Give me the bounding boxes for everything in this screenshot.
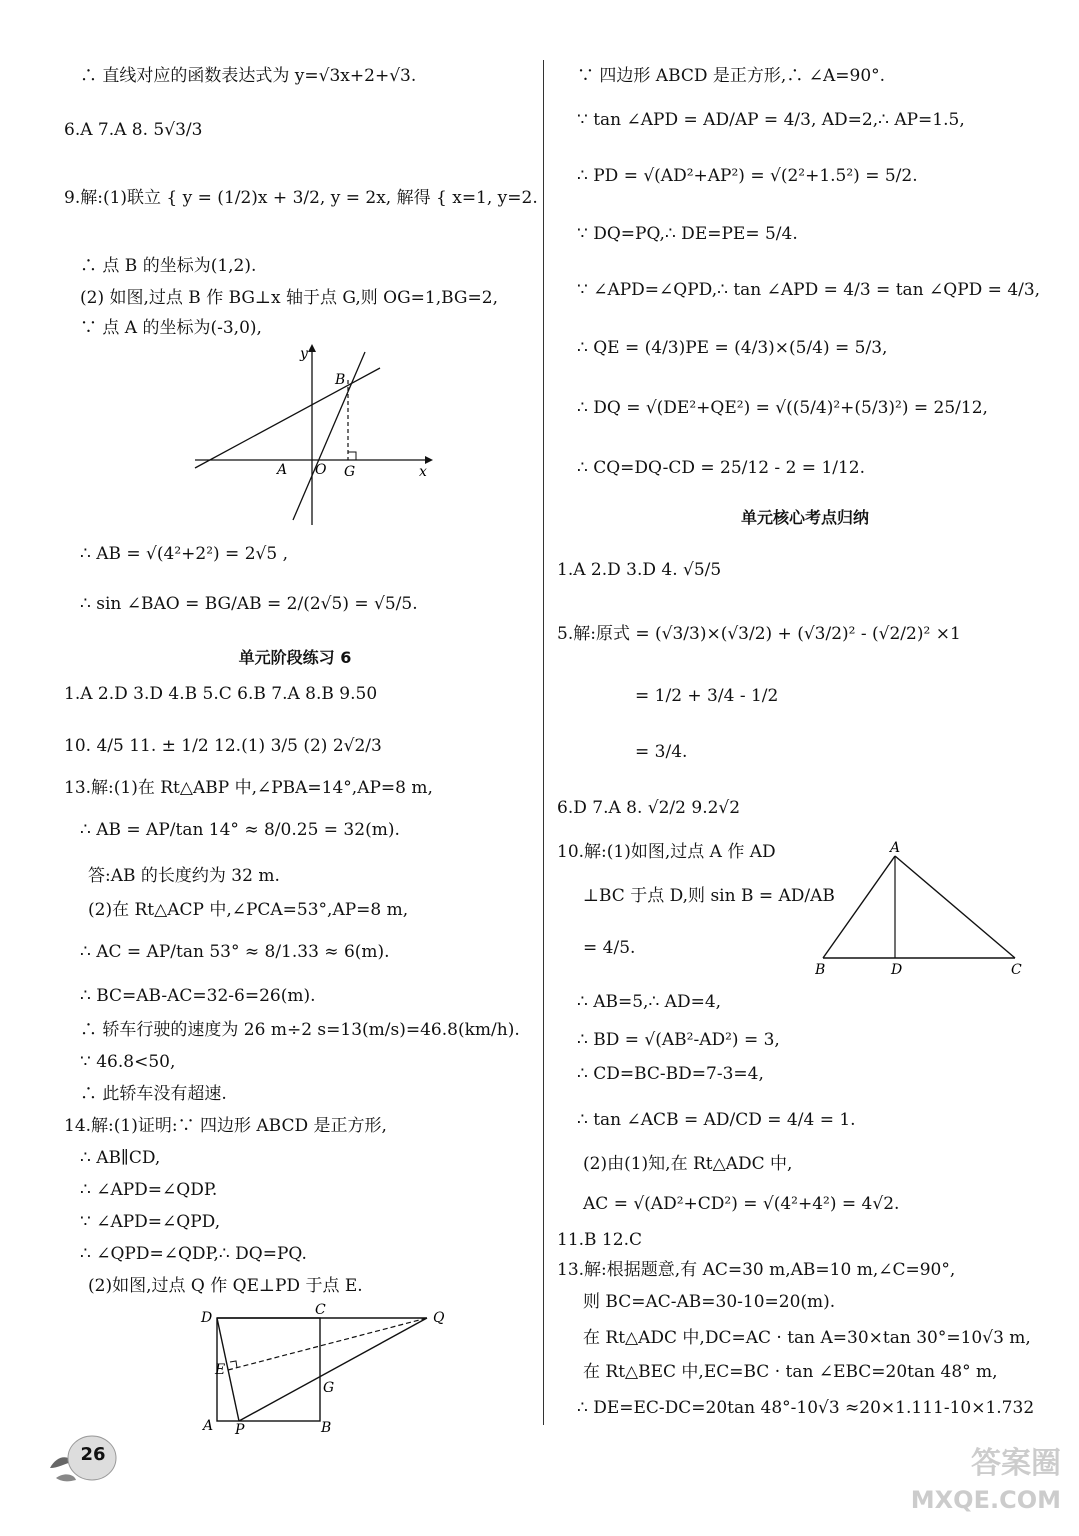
text-line: ∴ QE = (4/3)PE = (4/3)×(5/4) = 5/3, [577,338,888,358]
text-line: 在 Rt△ADC 中,DC=AC · tan A=30×tan 30°=10√3 m, [583,1328,1031,1348]
label-c: C [315,1302,326,1318]
watermark [871,1446,1061,1526]
x-axis-label: x [419,464,427,480]
text-line: 1.A 2.D 3.D 4. √5/5 [557,560,722,580]
text-line: ∴ 此轿车没有超速. [80,1084,227,1104]
square-diagram [195,1300,505,1435]
text-line: ∴ ∠APD=∠QDP. [80,1180,218,1200]
text-line: 6.A 7.A 8. 5√3/3 [64,120,203,140]
text-line: 6.D 7.A 8. √2/2 9.2√2 [557,798,741,818]
text-line: 5.解:原式 = (√3/3)×(√3/2) + (√3/2)² - (√2/2)² ×1 [557,624,961,644]
label-b: B [321,1420,332,1435]
label-p: P [235,1422,245,1435]
text-line: ∵ 46.8<50, [80,1052,176,1072]
text-line: ∵ 点 A 的坐标为(-3,0), [80,318,262,338]
text-line: (2)如图,过点 Q 作 QE⊥PD 于点 E. [88,1276,363,1296]
label-a: A [203,1418,214,1434]
text-line: 13.解:根据题意,有 AC=30 m,AB=10 m,∠C=90°, [557,1260,956,1280]
column-divider [543,60,544,1425]
text-line: AC = √(AD²+CD²) = √(4²+4²) = 4√2. [583,1194,900,1214]
label-a: A [890,840,901,856]
text-line: ∴ 轿车行驶的速度为 26 m÷2 s=13(m/s)=46.8(km/h). [80,1020,520,1040]
text-line: ∴ BC=AB-AC=32-6=26(m). [80,986,316,1006]
text-line: (2) 如图,过点 B 作 BG⊥x 轴于点 G,则 OG=1,BG=2, [80,288,498,308]
watermark-title: 答案圈 [971,1446,1061,1481]
point-g-label: G [344,464,356,480]
text-line: ∴ ∠QPD=∠QDP,∴ DQ=PQ. [80,1244,307,1264]
label-d: D [201,1310,213,1326]
text-line: ∴ tan ∠ACB = AD/CD = 4/4 = 1. [577,1110,856,1130]
y-axis-label: y [300,346,308,362]
text-line: 11.B 12.C [557,1230,642,1250]
coordinate-graph [185,340,435,530]
text-line: ∴ PD = √(AD²+AP²) = √(2²+1.5²) = 5/2. [577,166,918,186]
origin-label: O [315,462,327,478]
text-line: ∴ CQ=DQ-CD = 25/12 - 2 = 1/12. [577,458,866,478]
text-line: = 3/4. [635,742,688,762]
text-line: ∴ 直线对应的函数表达式为 y=√3x+2+√3. [80,66,417,86]
text-line: ∵ 四边形 ABCD 是正方形,∴ ∠A=90°. [577,66,886,86]
label-q: Q [433,1310,445,1326]
text-line: ∴ CD=BC-BD=7-3=4, [577,1064,764,1084]
text-line: ⊥BC 于点 D,则 sin B = AD/AB [583,886,835,906]
label-g: G [323,1380,335,1396]
section-title: 单元核心考点归纳 [740,508,869,527]
text-line: (2)由(1)知,在 Rt△ADC 中, [583,1154,793,1174]
text-line: ∵ ∠APD=∠QPD,∴ tan ∠APD = 4/3 = tan ∠QPD = 4/3, [577,280,1041,300]
text-line: 1.A 2.D 3.D 4.B 5.C 6.B 7.A 8.B 9.50 [64,684,378,704]
triangle-diagram [815,838,1035,978]
text-line: ∴ DE=EC-DC=20tan 48°-10√3 ≈20×1.111-10×1.732 [577,1398,1035,1418]
label-c: C [1011,962,1022,978]
point-b-label: B [335,372,346,388]
text-line: (2)在 Rt△ACP 中,∠PCA=53°,AP=8 m, [88,900,409,920]
text-line: ∴ sin ∠BAO = BG/AB = 2/(2√5) = √5/5. [80,594,418,614]
watermark-url: MXQE.COM [910,1486,1061,1514]
text-line: ∵ DQ=PQ,∴ DE=PE= 5/4. [577,224,798,244]
text-line: 10. 4/5 11. ± 1/2 12.(1) 3/5 (2) 2√2/3 [64,736,382,756]
label-d: D [891,962,903,978]
text-line: 在 Rt△BEC 中,EC=BC · tan ∠EBC=20tan 48° m, [583,1362,998,1382]
page-number: 26 [80,1444,106,1465]
text-line: ∵ tan ∠APD = AD/AP = 4/3, AD=2,∴ AP=1.5, [577,110,965,130]
section-title: 单元阶段练习 6 [238,648,352,667]
text-line: 则 BC=AC-AB=30-10=20(m). [583,1292,836,1312]
page-number-badge [42,1428,122,1488]
text-line: ∴ 点 B 的坐标为(1,2). [80,256,257,276]
text-line: 答:AB 的长度约为 32 m. [88,866,280,886]
label-b: B [815,962,826,978]
text-line: ∴ AC = AP/tan 53° ≈ 8/1.33 ≈ 6(m). [80,942,390,962]
text-line: 14.解:(1)证明:∵ 四边形 ABCD 是正方形, [64,1116,387,1136]
text-line: ∵ ∠APD=∠QPD, [80,1212,221,1232]
label-e: E [215,1362,226,1378]
text-line: ∴ AB = AP/tan 14° ≈ 8/0.25 = 32(m). [80,820,400,840]
text-line: ∴ AB = √(4²+2²) = 2√5 , [80,544,288,564]
text-line: = 4/5. [583,938,636,958]
text-line: ∴ AB=5,∴ AD=4, [577,992,722,1012]
text-line: ∴ AB∥CD, [80,1148,161,1168]
text-line: ∴ DQ = √(DE²+QE²) = √((5/4)²+(5/3)²) = 25/12, [577,398,988,418]
point-a-label: A [277,462,288,478]
text-line: 13.解:(1)在 Rt△ABP 中,∠PBA=14°,AP=8 m, [64,778,433,798]
text-line: 9.解:(1)联立 { y = (1/2)x + 3/2, y = 2x, 解得 { x=1, y=2. [64,188,538,208]
text-line: 10.解:(1)如图,过点 A 作 AD [557,842,776,862]
text-line: ∴ BD = √(AB²-AD²) = 3, [577,1030,780,1050]
text-line: = 1/2 + 3/4 - 1/2 [635,686,779,706]
